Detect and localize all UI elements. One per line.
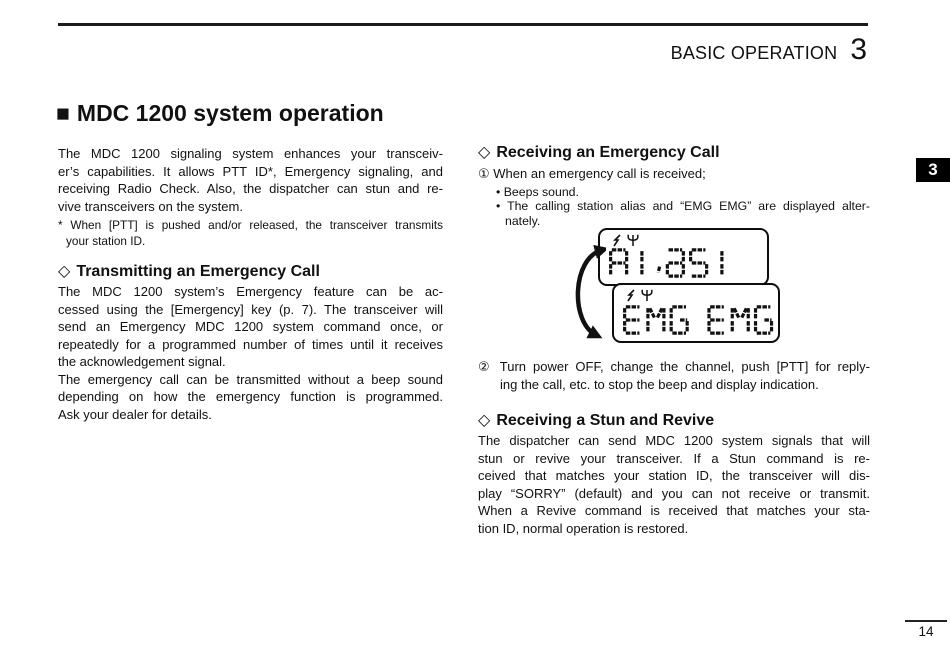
antenna-icon	[627, 234, 639, 247]
section-header: BASIC OPERATION	[670, 43, 838, 63]
page-title	[56, 99, 384, 127]
intro-paragraph	[58, 145, 443, 215]
lcd-text-alias	[607, 247, 734, 279]
page-header	[671, 33, 867, 67]
text-line: cessed using the [Emergency] key (p. 7). The transceiver will	[58, 301, 443, 317]
text-line: tion ID, normal operation is restored.	[478, 520, 689, 536]
heading-stun-text: Receiving a Stun and Revive	[496, 412, 715, 429]
text-line: play “SORRY” (default) and you can not receive or transmit.	[478, 485, 870, 501]
page-number: 14	[918, 624, 934, 639]
transmit-paragraph-2	[58, 371, 443, 424]
page-title-text: MDC 1200 system operation	[76, 100, 384, 126]
heading-receiving	[478, 143, 870, 163]
text-line: • The calling station alias and “EMG EMG” are displayed alter-	[496, 199, 870, 213]
text-line: stun or revive your transceiver. If a Stun command is re-	[478, 450, 870, 466]
footer-rule	[905, 620, 947, 622]
diamond-icon: ◇	[478, 144, 491, 161]
antenna-icon	[641, 289, 653, 302]
step-1: ① When an emergency call is received;	[478, 166, 706, 181]
alternate-arrow-icon	[562, 240, 606, 346]
bullet-item: • Beeps sound.	[496, 184, 579, 199]
text-line: send an Emergency MDC 1200 system command once, or	[58, 319, 443, 334]
left-column	[58, 145, 443, 423]
text-line: The MDC 1200 system’s Emergency feature can be ac-	[58, 284, 443, 299]
text-line: receiving Radio Check. Also, the dispatcher can stun and re-	[58, 181, 443, 196]
signal-flash-icon	[627, 289, 636, 302]
text-line: your station ID.	[66, 233, 146, 248]
text-line: The emergency call can be transmitted without a beep sound	[58, 371, 443, 387]
bullet-list	[478, 185, 870, 229]
text-line: depending on how the emergency function is programmed.	[58, 389, 443, 404]
heading-transmitting-text: Transmitting an Emergency Call	[76, 263, 320, 280]
chapter-tab-number: 3	[928, 160, 938, 179]
lcd-text-emg	[621, 304, 775, 336]
bullet-item	[496, 199, 870, 228]
lcd-status-icons	[613, 234, 639, 247]
text-line: * When [PTT] is pushed and/or released, the transceiver transmits	[58, 218, 443, 232]
heading-transmitting	[58, 262, 443, 282]
transmit-paragraph-1	[58, 283, 443, 371]
chapter-number: 3	[850, 33, 867, 66]
text-line: When a Revive command is received that matches your sta-	[478, 503, 870, 518]
text-line: vive transceivers on the system.	[58, 198, 243, 214]
lcd-status-icons	[627, 289, 653, 302]
text-line: ceived that matches your station ID, the transceiver will dis-	[478, 468, 870, 483]
text-line: ing the call, etc. to stop the beep and display indication.	[500, 376, 819, 392]
text-line: er’s capabilities. It allows PTT ID*, Emergency signaling, and	[58, 163, 443, 179]
square-bullet-icon: ■	[56, 100, 70, 126]
lcd-illustration	[478, 228, 870, 350]
chapter-side-tab	[916, 158, 950, 182]
lcd-display-alias	[598, 228, 769, 286]
lcd-display-emg	[612, 283, 780, 343]
text-line: repeatedly for a programmed number of times until it receives	[58, 336, 443, 352]
signal-flash-icon	[613, 234, 622, 247]
heading-stun	[478, 411, 870, 431]
header-rule	[58, 23, 868, 26]
stun-paragraph	[478, 432, 870, 537]
text-line: The dispatcher can send MDC 1200 system signals that will	[478, 433, 870, 448]
footnote	[58, 218, 443, 249]
text-line: Ask your dealer for details.	[58, 406, 212, 422]
diamond-icon: ◇	[58, 263, 71, 280]
step-2	[478, 358, 870, 393]
text-line: the acknowledgement signal.	[58, 354, 226, 369]
heading-receiving-text: Receiving an Emergency Call	[496, 144, 720, 161]
text-line: ② Turn power OFF, change the channel, push [PTT] for reply-	[478, 359, 870, 374]
text-line: nately.	[505, 213, 541, 228]
text-line: The MDC 1200 signaling system enhances your transceiv-	[58, 146, 443, 161]
right-column	[478, 143, 870, 537]
diamond-icon: ◇	[478, 412, 491, 429]
